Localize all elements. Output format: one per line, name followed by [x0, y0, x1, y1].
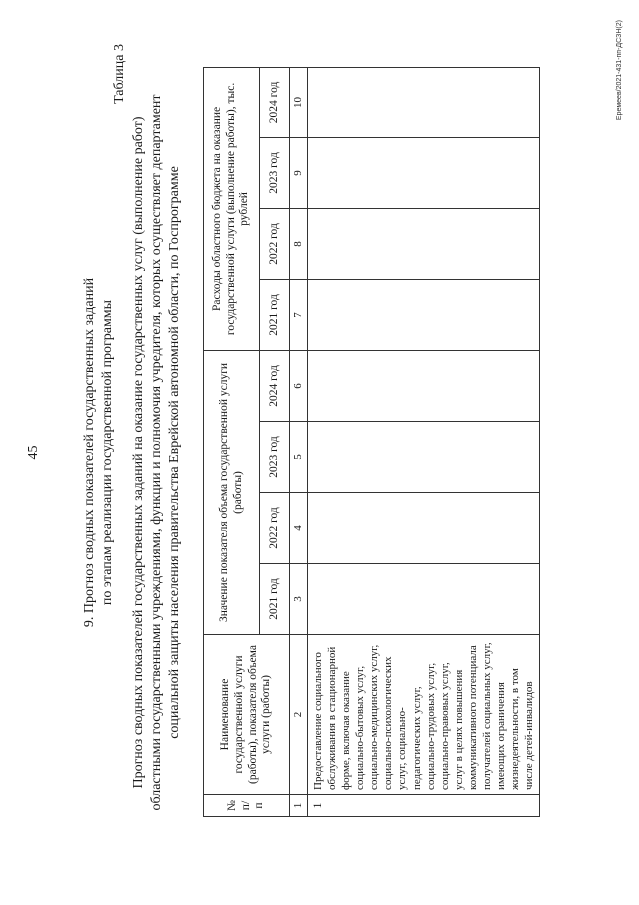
column-index: 1: [290, 795, 308, 817]
row-value: [308, 208, 540, 279]
row-value: [308, 564, 540, 635]
header-year: 2024 год: [260, 67, 290, 137]
row-value: [308, 422, 540, 493]
column-index: 6: [290, 350, 308, 421]
section-title-line-2: по этапам реализации государственной программы: [100, 299, 115, 606]
footer-code: Еремеев/2021-431-пп-ДСЗН(2): [616, 20, 623, 121]
header-volume-group: Значение показателя объема государственной услуги (работы): [204, 350, 260, 634]
header-year: 2022 год: [260, 493, 290, 564]
row-value: [308, 493, 540, 564]
column-index: 7: [290, 279, 308, 350]
header-num: № п/п: [204, 795, 290, 817]
table-title-line-3: социальной защиты населения правительства Еврейской автономной области, по Госпрограмме: [167, 166, 182, 739]
row-value: [308, 279, 540, 350]
table-title-line-2: областными государственными учреждениями, функции и полномочия учредителя, которых осуществляет департамент: [149, 94, 164, 811]
header-year: 2021 год: [260, 564, 290, 635]
column-index: 9: [290, 137, 308, 208]
column-index: 3: [290, 564, 308, 635]
column-index: 4: [290, 493, 308, 564]
row-value: [308, 350, 540, 421]
header-name: Наименование государственной услуги (работы), показателя объема услуги (работы): [204, 635, 290, 795]
header-year: 2023 год: [260, 137, 290, 208]
column-index: 10: [290, 67, 308, 137]
row-value: [308, 67, 540, 137]
row-value: [308, 137, 540, 208]
header-year: 2024 год: [260, 350, 290, 421]
table-row: [308, 67, 540, 816]
column-index: 2: [290, 635, 308, 795]
table-label: Таблица 3: [112, 44, 127, 104]
column-index: 5: [290, 422, 308, 493]
header-year: 2021 год: [260, 279, 290, 350]
column-index: 8: [290, 208, 308, 279]
page-number: 45: [26, 445, 41, 460]
header-budget-group: Расходы областного бюджета на оказание государственной услуги (выполнение работы), тыс. рублей: [204, 67, 260, 350]
header-year: 2022 год: [260, 208, 290, 279]
header-year: 2023 год: [260, 422, 290, 493]
row-service-name: Предоставление социального обслуживания в стационарной форме, включая оказание социально-бытовых услуг, социально-медицинских услуг, социально-психологических услуг, социально-педагогических услуг, социально-трудовых услуг, социально-правовых услуг, услуг в целях повышения коммуникативного потенциала получателей социальных услуг, имеющих ограничения жизнедеятельности, в том числе детей-инвалидов: [308, 635, 540, 795]
row-number: 1: [308, 795, 540, 817]
section-title-line-1: 9. Прогноз сводных показателей государственных заданий: [82, 277, 97, 628]
indicators-table: [203, 67, 540, 817]
table-title-line-1: Прогноз сводных показателей государственных заданий на оказание государственных услуг (выполнение работ): [131, 116, 146, 789]
